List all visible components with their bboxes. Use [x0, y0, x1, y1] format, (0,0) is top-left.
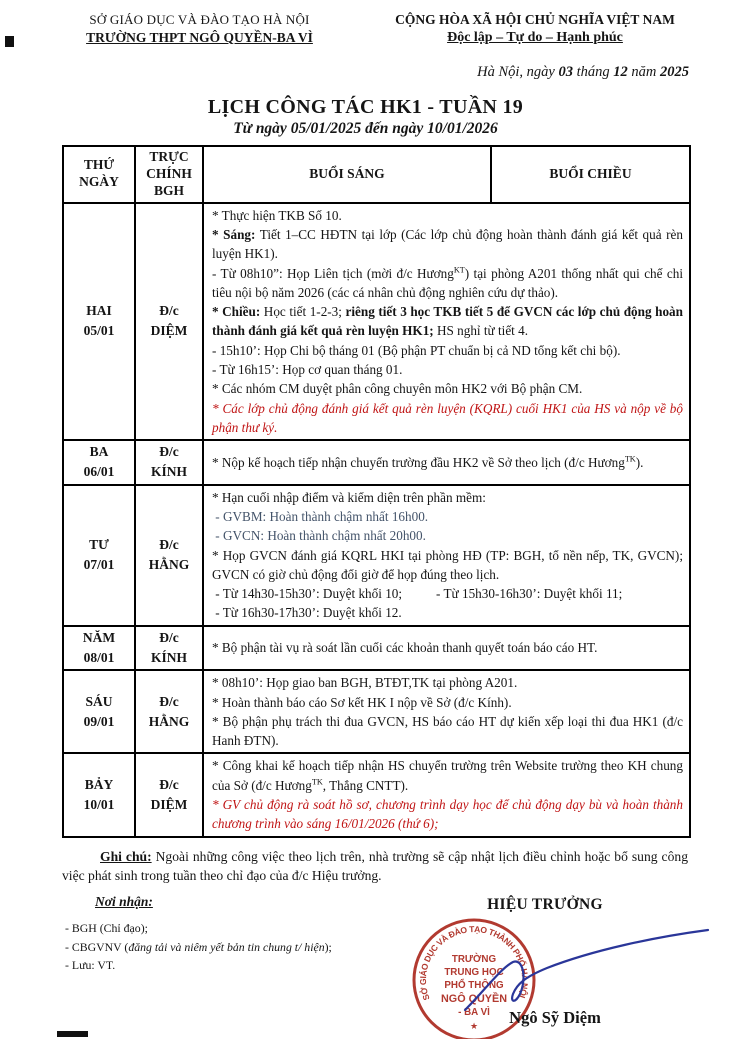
duty-name: DIỆM — [150, 797, 188, 813]
schedule-content-cell — [203, 670, 690, 753]
table-row — [63, 203, 690, 441]
schedule-line: * Các lớp chủ động đánh giá kết quả rèn luyện (KQRL) cuối HK1 của HS và nộp về bộ phận thư ký. — [212, 400, 683, 435]
org-name-line1: SỞ GIÁO DỤC VÀ ĐÀO TẠO HÀ NỘI — [89, 12, 310, 27]
duty-prefix: Đ/c — [159, 776, 179, 792]
schedule-line: * Họp GVCN đánh giá KQRL HKI tại phòng HĐ (TP: BGH, tổ nền nếp, TK, GVCN); GVCN có giờ chủ động đổi giờ để họp đúng theo lịch. — [212, 547, 683, 582]
duty-leader-cell — [135, 203, 203, 441]
issuing-org-block — [32, 12, 367, 46]
day-name: NĂM — [82, 629, 116, 645]
schedule-line: - 15h10’: Họp Chi bộ tháng 01 (Bộ phận PT chuẩn bị cả ND tổng kết chi bộ). — [212, 342, 621, 358]
national-motto-block — [367, 12, 731, 46]
schedule-line: * Nộp kế hoạch tiếp nhận chuyển trường đầu HK2 về Sở theo lịch (đ/c Hương$^{TK}$). — [212, 454, 644, 470]
day-date: 06/01 — [83, 464, 115, 480]
header-row — [63, 146, 690, 203]
page-subtitle: Từ ngày 05/01/2025 đến ngày 10/01/2026 — [233, 120, 498, 137]
stamp-line: NGÔ QUYỀN — [441, 992, 507, 1005]
schedule-line: - Từ 08h10”: Họp Liên tịch (mời đ/c Hương$^{KT}$) tại phòng A201 thống nhất qui chế chi tiêu nội bộ năm 2026 (các cá nhân chủ động nghiên cứu dự thảo). — [212, 265, 683, 300]
schedule-line: * Hoàn thành báo cáo Sơ kết HK I nộp về Sở (đ/c Kính). — [212, 694, 512, 710]
column-header: TRỰC CHÍNH BGH — [135, 146, 203, 203]
day-cell — [63, 485, 135, 626]
duty-leader-cell — [135, 753, 203, 836]
table-row — [63, 440, 690, 485]
schedule-line: * Hạn cuối nhập điểm và kiểm diện trên phần mềm: — [212, 489, 486, 505]
national-motto: Độc lập – Tự do – Hạnh phúc — [447, 30, 623, 45]
schedule-line: * Công khai kế hoạch tiếp nhận HS chuyển trường trên Website trường theo KH chung của Sở (đ/c Hương$^{TK}$, Thắng CNTT). — [212, 758, 683, 793]
schedule-line: * Bộ phận phụ trách thi đua GVCN, HS báo cáo HT dự kiến xếp loại thi đua HK1 (đ/c Hanh ĐTN). — [212, 713, 683, 749]
schedule-line: * Chiều: Học tiết 1-2-3; riêng tiết 3 học TKB tiết 5 để GVCN các lớp chủ động hoàn thành đánh giá kết quả rèn luyện HK1; HS nghỉ từ tiết 4. — [212, 304, 683, 339]
schedule-line: - Từ 16h30-17h30’: Duyệt khối 12. — [212, 605, 402, 621]
table-row — [63, 626, 690, 671]
duty-leader-cell — [135, 626, 203, 671]
table-row — [63, 485, 690, 626]
schedule-line: * Sáng: Tiết 1–CC HĐTN tại lớp (Các lớp chủ động hoàn thành đánh giá kết quả rèn luyện HK1). — [212, 226, 683, 262]
day-name: BA — [89, 444, 109, 460]
day-date: 10/01 — [83, 797, 115, 813]
day-cell — [63, 753, 135, 836]
schedule-line: - Từ 14h30-15h30’: Duyệt khối 10; - Từ 15h30-16h30’: Duyệt khối 11; — [212, 586, 623, 602]
note-paragraph: Ghi chú: Ngoài những công việc theo lịch trên, nhà trường sẽ cập nhật lịch điều chỉnh hoặc bổ sung công việc phát sinh trong tuần theo chỉ đạo của đ/c Hiệu trưởng. — [62, 848, 688, 884]
schedule-line: - GVBM: Hoàn thành chậm nhất 16h00. — [212, 508, 429, 524]
day-cell — [63, 440, 135, 485]
day-cell — [63, 626, 135, 671]
day-cell — [63, 670, 135, 753]
duty-prefix: Đ/c — [159, 303, 179, 319]
day-name: SÁU — [85, 693, 113, 709]
column-header: BUỔI SÁNG — [203, 146, 491, 203]
page-title: LỊCH CÔNG TÁC HK1 - TUẦN 19 — [207, 96, 524, 118]
duty-leader-cell — [135, 440, 203, 485]
stamp-line: - BA VÌ — [458, 1006, 490, 1018]
duty-name: HẰNG — [148, 713, 190, 729]
stamp-line: TRUNG HỌC — [444, 966, 504, 978]
duty-prefix: Đ/c — [159, 693, 179, 709]
duty-prefix: Đ/c — [159, 444, 179, 460]
duty-name: HẰNG — [148, 557, 190, 573]
stamp-line: TRƯỜNG — [451, 953, 497, 965]
document-footer — [0, 894, 731, 1039]
schedule-line: - GVCN: Hoàn thành chậm nhất 20h00. — [212, 528, 426, 544]
day-date: 08/01 — [83, 650, 115, 666]
national-title: CỘNG HÒA XÃ HỘI CHỦ NGHĨA VIỆT NAM — [395, 12, 675, 27]
schedule-line: * Bộ phận tài vụ rà soát lần cuối các khoản thanh quyết toán báo cáo HT. — [212, 640, 598, 656]
day-date: 07/01 — [83, 557, 115, 573]
column-header: BUỔI CHIỀU — [491, 146, 690, 203]
scan-artifact — [5, 36, 14, 47]
org-name-line2: TRƯỜNG THPT NGÔ QUYỀN-BA VÌ — [86, 30, 313, 45]
day-name: TƯ — [89, 536, 109, 552]
duty-leader-cell — [135, 485, 203, 626]
recipients-title: Nơi nhận: — [95, 893, 153, 909]
schedule-content-cell — [203, 485, 690, 626]
recipient-item: - BGH (Chỉ đạo); — [65, 920, 148, 935]
recipients-list — [65, 919, 332, 976]
day-date: 05/01 — [83, 323, 115, 339]
schedule-line: * GV chủ động rà soát hồ sơ, chương trình dạy học để chủ động dạy bù và hoàn thành chương trình vào sáng 16/01/2026 (thứ 6); — [212, 797, 683, 832]
table-row — [63, 670, 690, 753]
table-row — [63, 753, 690, 836]
day-date: 09/01 — [83, 713, 115, 729]
schedule-content-cell — [203, 753, 690, 836]
duty-name: KÍNH — [150, 464, 187, 480]
recipient-item: - CBGVNV (đăng tải và niêm yết bản tin chung t/ hiện); — [65, 939, 332, 954]
schedule-line: * 08h10’: Họp giao ban BGH, BTĐT,TK tại phòng A201. — [212, 675, 518, 691]
schedule-line: * Thực hiện TKB Số 10. — [212, 207, 342, 223]
duty-name: DIỆM — [150, 323, 188, 339]
principal-title: HIỆU TRƯỞNG — [487, 895, 603, 913]
schedule-content-cell — [203, 440, 690, 485]
stamp-line: PHỔ THÔNG — [444, 979, 504, 991]
recipients-block — [65, 894, 332, 976]
recipient-item: - Lưu: VT. — [65, 958, 116, 973]
schedule-line: * Các nhóm CM duyệt phân công chuyên môn HK2 với Bộ phận CM. — [212, 381, 583, 397]
scan-artifact — [57, 1031, 88, 1037]
duty-leader-cell — [135, 670, 203, 753]
schedule-body — [63, 203, 690, 837]
duty-name: KÍNH — [150, 650, 187, 666]
stamp-ring-text: SỞ GIÁO DỤC VÀ ĐÀO TẠO THÀNH PHỐ HÀ NỘI — [417, 923, 531, 1002]
duty-prefix: Đ/c — [159, 536, 179, 552]
duty-prefix: Đ/c — [159, 629, 179, 645]
date-line: Hà Nội, ngày 03 tháng 12 năm 2025 — [477, 64, 689, 80]
schedule-content-cell — [203, 626, 690, 671]
schedule-line: - Từ 16h15’: Họp cơ quan tháng 01. — [212, 362, 403, 377]
schedule-table — [62, 145, 691, 838]
stamp-star-icon: ★ — [469, 1020, 479, 1031]
column-header: THỨ NGÀY — [63, 146, 135, 203]
principal-name: Ngô Sỹ Diệm — [509, 1007, 601, 1027]
schedule-content-cell — [203, 203, 690, 441]
day-name: BẢY — [84, 776, 114, 792]
document-header — [0, 0, 731, 46]
day-cell — [63, 203, 135, 441]
day-name: HAI — [86, 303, 112, 319]
